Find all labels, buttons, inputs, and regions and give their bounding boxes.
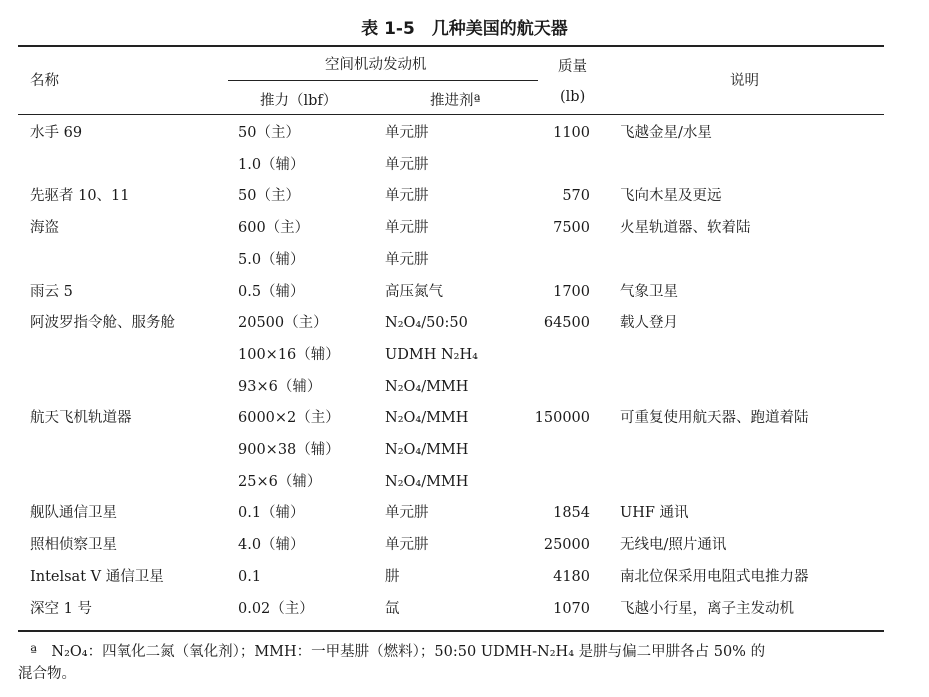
cell-description: 载人登月 [620, 315, 678, 332]
cell-propellant: 单元肼 [385, 188, 429, 205]
group-rule [228, 80, 538, 81]
cell-mass: 64500 [543, 315, 590, 332]
cell-mass: 7500 [553, 220, 590, 237]
cell-thrust: 0.5（辅） [238, 283, 305, 300]
cell-description: 飞越金星/水星 [620, 125, 712, 141]
cell-propellant: N₂O₄/50:50 [385, 315, 468, 332]
cell-propellant: N₂O₄/MMH [385, 378, 469, 395]
cell-description: 火星轨道器、软着陆 [620, 220, 751, 237]
cell-thrust: 25×6（辅） [238, 473, 322, 490]
cell-thrust: 5.0（辅） [238, 251, 305, 268]
cell-description: 南北位保采用电阻式电推力器 [620, 568, 809, 585]
cell-thrust: 93×6（辅） [238, 378, 322, 395]
header-mass-line1: 质量 [558, 59, 587, 75]
header-rule [18, 114, 884, 115]
header-name: 名称 [30, 73, 59, 89]
cell-propellant: 单元肼 [385, 220, 429, 237]
cell-mass: 4180 [553, 568, 590, 585]
footnote-line1: ª N₂O₄：四氧化二氮（氧化剂）；MMH：一甲基肼（燃料）；50:50 UDMH-N₂H₄ 是肼与偏二甲肼各占 50% 的 [30, 644, 766, 660]
cell-description: 可重复使用航天器、跑道着陆 [620, 410, 809, 427]
cell-thrust: 0.1 [238, 568, 262, 585]
cell-name: 深空 1 号 [30, 600, 92, 617]
cell-propellant: 高压氮气 [385, 283, 443, 300]
cell-description: 气象卫星 [620, 283, 678, 300]
cell-name: 航天飞机轨道器 [30, 410, 132, 427]
cell-name: Intelsat V 通信卫星 [30, 568, 164, 585]
cell-thrust: 900×38（辅） [238, 442, 340, 458]
cell-description: 无线电/照片通讯 [620, 537, 727, 554]
cell-thrust: 50（主） [238, 188, 300, 205]
cell-name: 阿波罗指令舱、服务舱 [30, 315, 175, 332]
table-title: 表 1-5 几种美国的航天器 [361, 19, 568, 39]
cell-mass: 1700 [553, 283, 590, 300]
cell-propellant: N₂O₄/MMH [385, 410, 469, 427]
cell-name: 照相侦察卫星 [30, 537, 117, 554]
cell-thrust: 0.02（主） [238, 600, 314, 617]
cell-thrust: 4.0（辅） [238, 537, 305, 554]
cell-name: 水手 69 [30, 125, 83, 141]
cell-mass: 1070 [553, 600, 590, 617]
cell-mass: 150000 [534, 410, 590, 427]
footnote-line2: 混合物。 [18, 666, 76, 682]
bottom-rule [18, 630, 884, 632]
cell-propellant: UDMH N₂H₄ [385, 346, 478, 363]
cell-propellant: 单元肼 [385, 505, 429, 522]
cell-propellant: N₂O₄/MMH [385, 473, 469, 490]
header-thrust: 推力（lbf） [260, 93, 338, 109]
cell-propellant: 肼 [385, 568, 400, 585]
cell-propellant: 单元肼 [385, 537, 429, 554]
cell-mass: 25000 [543, 537, 590, 554]
cell-thrust: 100×16（辅） [238, 346, 340, 363]
cell-propellant: N₂O₄/MMH [385, 442, 469, 458]
cell-name: 雨云 5 [30, 283, 73, 300]
header-engine-group: 空间机动发动机 [325, 57, 427, 73]
cell-name: 海盗 [30, 220, 59, 237]
header-description: 说明 [730, 73, 759, 89]
cell-propellant: 单元肼 [385, 156, 429, 173]
cell-description: 飞向木星及更远 [620, 188, 722, 205]
header-propellant: 推进剂ª [430, 93, 481, 109]
cell-mass: 1100 [553, 125, 590, 141]
cell-propellant: 单元肼 [385, 251, 429, 268]
cell-propellant: 氙 [385, 600, 400, 617]
cell-thrust: 50（主） [238, 125, 300, 141]
cell-description: UHF 通讯 [620, 505, 689, 522]
top-rule [18, 45, 884, 47]
cell-thrust: 6000×2（主） [238, 410, 340, 427]
cell-name: 舰队通信卫星 [30, 505, 117, 522]
cell-mass: 1854 [553, 505, 590, 522]
cell-thrust: 0.1（辅） [238, 505, 305, 522]
cell-thrust: 600（主） [238, 220, 310, 237]
cell-name: 先驱者 10、11 [30, 188, 130, 205]
cell-thrust: 1.0（辅） [238, 156, 305, 173]
header-mass-line2: (lb) [560, 89, 586, 105]
cell-propellant: 单元肼 [385, 125, 429, 141]
cell-description: 飞越小行星，离子主发动机 [620, 600, 794, 617]
cell-mass: 570 [562, 188, 590, 205]
cell-thrust: 20500（主） [238, 315, 328, 332]
